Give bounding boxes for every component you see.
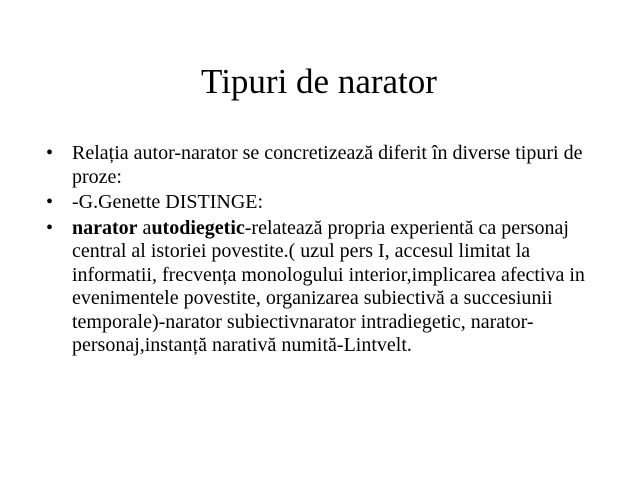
bullet-icon: •	[46, 191, 54, 213]
bold-term-narator: narator	[72, 216, 138, 239]
bullet-item-1	[46, 142, 586, 189]
plain-text-a: a	[137, 216, 152, 239]
bullet-text-2: -G.Genette DISTINGE:	[72, 191, 264, 213]
plain-text-description: -relatează propria experientă ca personaj central al istoriei povestite.( uzul pers I, accesul limitat la informatii, frecvența monologului interior,implicarea afectiva in evenimentele povestite, organizarea subiectivă a succesiunii temporale)-narator subiectivnarator intradiegetic, narator-personaj,instanță narativă numită-Lintvelt.	[72, 216, 585, 356]
bullet-text-3	[72, 217, 585, 357]
slide-title: Tipuri de narator	[201, 62, 437, 101]
bullet-icon: •	[46, 216, 54, 239]
bullet-icon: •	[46, 142, 54, 164]
bullet-text-1: Relația autor-narator se concretizează diferit în diverse tipuri de proze:	[72, 142, 583, 188]
bullet-item-3	[46, 217, 586, 358]
bullet-list	[46, 142, 586, 360]
bold-term-autodiegetic: utodiegetic	[151, 216, 245, 239]
bullet-item-2	[46, 191, 586, 215]
